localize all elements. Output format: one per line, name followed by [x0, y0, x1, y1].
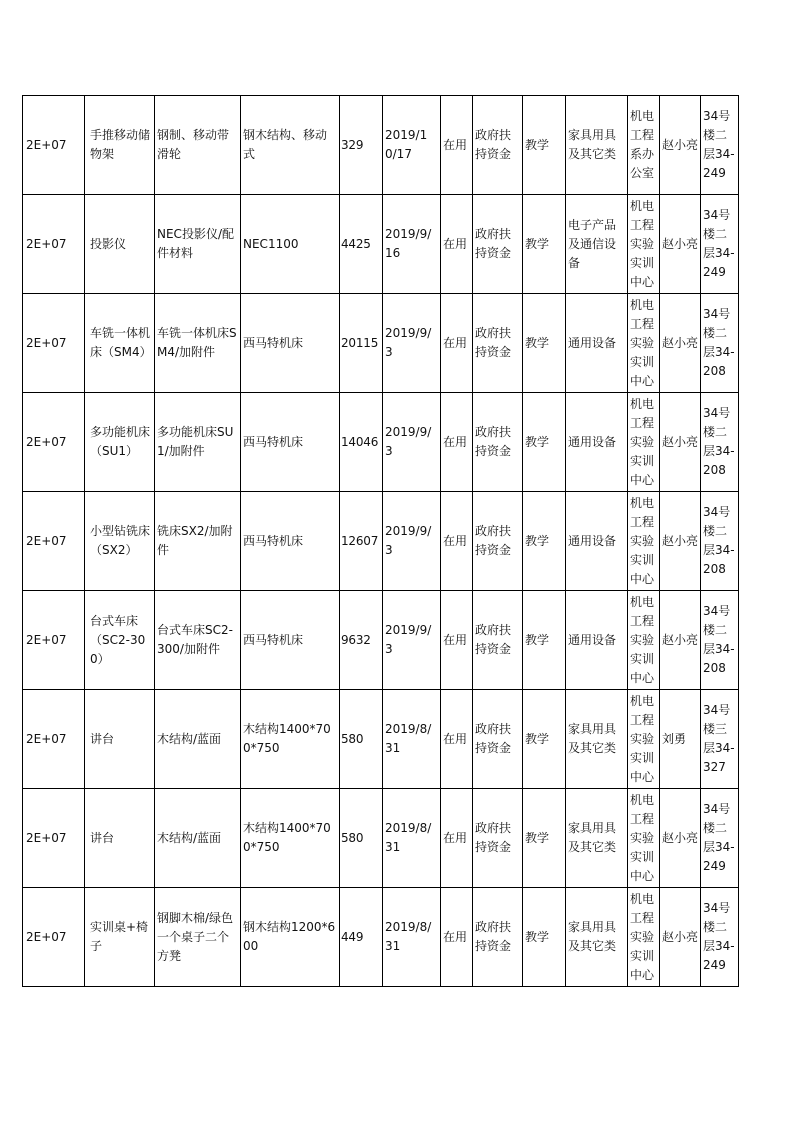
price-cell: 4425 [340, 195, 383, 294]
specification-cell: 多功能机床SU1/加附件 [155, 393, 241, 492]
asset-name-cell: 多功能机床（SU1） [85, 393, 155, 492]
status-cell: 在用 [441, 789, 473, 888]
department-cell: 机电工程实验实训中心 [628, 492, 660, 591]
category-cell: 通用设备 [566, 492, 628, 591]
custodian-cell: 赵小亮 [660, 195, 701, 294]
location-cell: 34号楼二层34-249 [701, 96, 739, 195]
purchase-date-cell: 2019/9/3 [383, 591, 441, 690]
model-cell: 木结构1400*700*750 [241, 789, 340, 888]
asset-code-cell: 2E+07 [23, 591, 85, 690]
location-cell: 34号楼二层34-249 [701, 789, 739, 888]
status-cell: 在用 [441, 96, 473, 195]
purchase-date-cell: 2019/9/16 [383, 195, 441, 294]
location-cell: 34号楼二层34-208 [701, 393, 739, 492]
specification-cell: 钢制、移动带滑轮 [155, 96, 241, 195]
category-cell: 家具用具及其它类 [566, 690, 628, 789]
custodian-cell: 赵小亮 [660, 393, 701, 492]
category-cell: 通用设备 [566, 591, 628, 690]
location-cell: 34号楼三层34-327 [701, 690, 739, 789]
asset-code-cell: 2E+07 [23, 195, 85, 294]
purchase-date-cell: 2019/9/3 [383, 393, 441, 492]
usage-cell: 教学 [523, 789, 566, 888]
fund-source-cell: 政府扶持资金 [473, 690, 523, 789]
status-cell: 在用 [441, 591, 473, 690]
purchase-date-cell: 2019/8/31 [383, 888, 441, 987]
asset-name-cell: 讲台 [85, 690, 155, 789]
model-cell: 钢木结构、移动式 [241, 96, 340, 195]
specification-cell: 铣床SX2/加附件 [155, 492, 241, 591]
table-row [23, 591, 739, 690]
price-cell: 580 [340, 789, 383, 888]
model-cell: 西马特机床 [241, 294, 340, 393]
location-cell: 34号楼二层34-208 [701, 591, 739, 690]
status-cell: 在用 [441, 690, 473, 789]
table-row [23, 690, 739, 789]
model-cell: 木结构1400*700*750 [241, 690, 340, 789]
asset-name-cell: 讲台 [85, 789, 155, 888]
asset-code-cell: 2E+07 [23, 294, 85, 393]
asset-code-cell: 2E+07 [23, 96, 85, 195]
usage-cell: 教学 [523, 888, 566, 987]
purchase-date-cell: 2019/8/31 [383, 789, 441, 888]
specification-cell: 钢脚木棉/绿色 一个桌子二个方凳 [155, 888, 241, 987]
custodian-cell: 刘勇 [660, 690, 701, 789]
purchase-date-cell: 2019/8/31 [383, 690, 441, 789]
fund-source-cell: 政府扶持资金 [473, 96, 523, 195]
category-cell: 通用设备 [566, 294, 628, 393]
price-cell: 20115 [340, 294, 383, 393]
model-cell: 西马特机床 [241, 591, 340, 690]
category-cell: 家具用具及其它类 [566, 96, 628, 195]
custodian-cell: 赵小亮 [660, 492, 701, 591]
table-row [23, 888, 739, 987]
asset-code-cell: 2E+07 [23, 393, 85, 492]
usage-cell: 教学 [523, 195, 566, 294]
status-cell: 在用 [441, 195, 473, 294]
model-cell: 西马特机床 [241, 393, 340, 492]
custodian-cell: 赵小亮 [660, 294, 701, 393]
table-row [23, 393, 739, 492]
status-cell: 在用 [441, 888, 473, 987]
price-cell: 12607 [340, 492, 383, 591]
asset-name-cell: 台式车床（SC2-300） [85, 591, 155, 690]
fund-source-cell: 政府扶持资金 [473, 591, 523, 690]
custodian-cell: 赵小亮 [660, 888, 701, 987]
usage-cell: 教学 [523, 492, 566, 591]
asset-code-cell: 2E+07 [23, 789, 85, 888]
table-row [23, 96, 739, 195]
table-row [23, 195, 739, 294]
custodian-cell: 赵小亮 [660, 591, 701, 690]
asset-code-cell: 2E+07 [23, 888, 85, 987]
department-cell: 机电工程实验实训中心 [628, 294, 660, 393]
asset-table [22, 95, 739, 987]
department-cell: 机电工程实验实训中心 [628, 591, 660, 690]
location-cell: 34号楼二层34-208 [701, 294, 739, 393]
specification-cell: NEC投影仪/配件材料 [155, 195, 241, 294]
custodian-cell: 赵小亮 [660, 96, 701, 195]
model-cell: 西马特机床 [241, 492, 340, 591]
department-cell: 机电工程实验实训中心 [628, 195, 660, 294]
fund-source-cell: 政府扶持资金 [473, 888, 523, 987]
asset-name-cell: 小型钻铣床（SX2） [85, 492, 155, 591]
category-cell: 家具用具及其它类 [566, 888, 628, 987]
usage-cell: 教学 [523, 294, 566, 393]
asset-name-cell: 手推移动储物架 [85, 96, 155, 195]
fund-source-cell: 政府扶持资金 [473, 195, 523, 294]
specification-cell: 台式车床SC2-300/加附件 [155, 591, 241, 690]
usage-cell: 教学 [523, 393, 566, 492]
custodian-cell: 赵小亮 [660, 789, 701, 888]
department-cell: 机电工程实验实训中心 [628, 789, 660, 888]
department-cell: 机电工程实验实训中心 [628, 690, 660, 789]
price-cell: 329 [340, 96, 383, 195]
category-cell: 电子产品及通信设备 [566, 195, 628, 294]
asset-name-cell: 实训桌+椅子 [85, 888, 155, 987]
asset-name-cell: 投影仪 [85, 195, 155, 294]
fund-source-cell: 政府扶持资金 [473, 492, 523, 591]
category-cell: 家具用具及其它类 [566, 789, 628, 888]
purchase-date-cell: 2019/9/3 [383, 294, 441, 393]
price-cell: 9632 [340, 591, 383, 690]
status-cell: 在用 [441, 393, 473, 492]
department-cell: 机电工程系办公室 [628, 96, 660, 195]
model-cell: NEC1100 [241, 195, 340, 294]
price-cell: 14046 [340, 393, 383, 492]
specification-cell: 木结构/蓝面 [155, 789, 241, 888]
status-cell: 在用 [441, 294, 473, 393]
purchase-date-cell: 2019/9/3 [383, 492, 441, 591]
table-row [23, 492, 739, 591]
fund-source-cell: 政府扶持资金 [473, 294, 523, 393]
price-cell: 580 [340, 690, 383, 789]
usage-cell: 教学 [523, 96, 566, 195]
location-cell: 34号楼二层34-208 [701, 492, 739, 591]
location-cell: 34号楼二层34-249 [701, 888, 739, 987]
department-cell: 机电工程实验实训中心 [628, 393, 660, 492]
status-cell: 在用 [441, 492, 473, 591]
specification-cell: 车铣一体机床SM4/加附件 [155, 294, 241, 393]
price-cell: 449 [340, 888, 383, 987]
purchase-date-cell: 2019/10/17 [383, 96, 441, 195]
asset-name-cell: 车铣一体机床（SM4） [85, 294, 155, 393]
usage-cell: 教学 [523, 591, 566, 690]
table-row [23, 294, 739, 393]
table-row [23, 789, 739, 888]
department-cell: 机电工程实验实训中心 [628, 888, 660, 987]
specification-cell: 木结构/蓝面 [155, 690, 241, 789]
category-cell: 通用设备 [566, 393, 628, 492]
asset-code-cell: 2E+07 [23, 492, 85, 591]
location-cell: 34号楼二层34-249 [701, 195, 739, 294]
fund-source-cell: 政府扶持资金 [473, 393, 523, 492]
fund-source-cell: 政府扶持资金 [473, 789, 523, 888]
model-cell: 钢木结构1200*600 [241, 888, 340, 987]
usage-cell: 教学 [523, 690, 566, 789]
asset-code-cell: 2E+07 [23, 690, 85, 789]
